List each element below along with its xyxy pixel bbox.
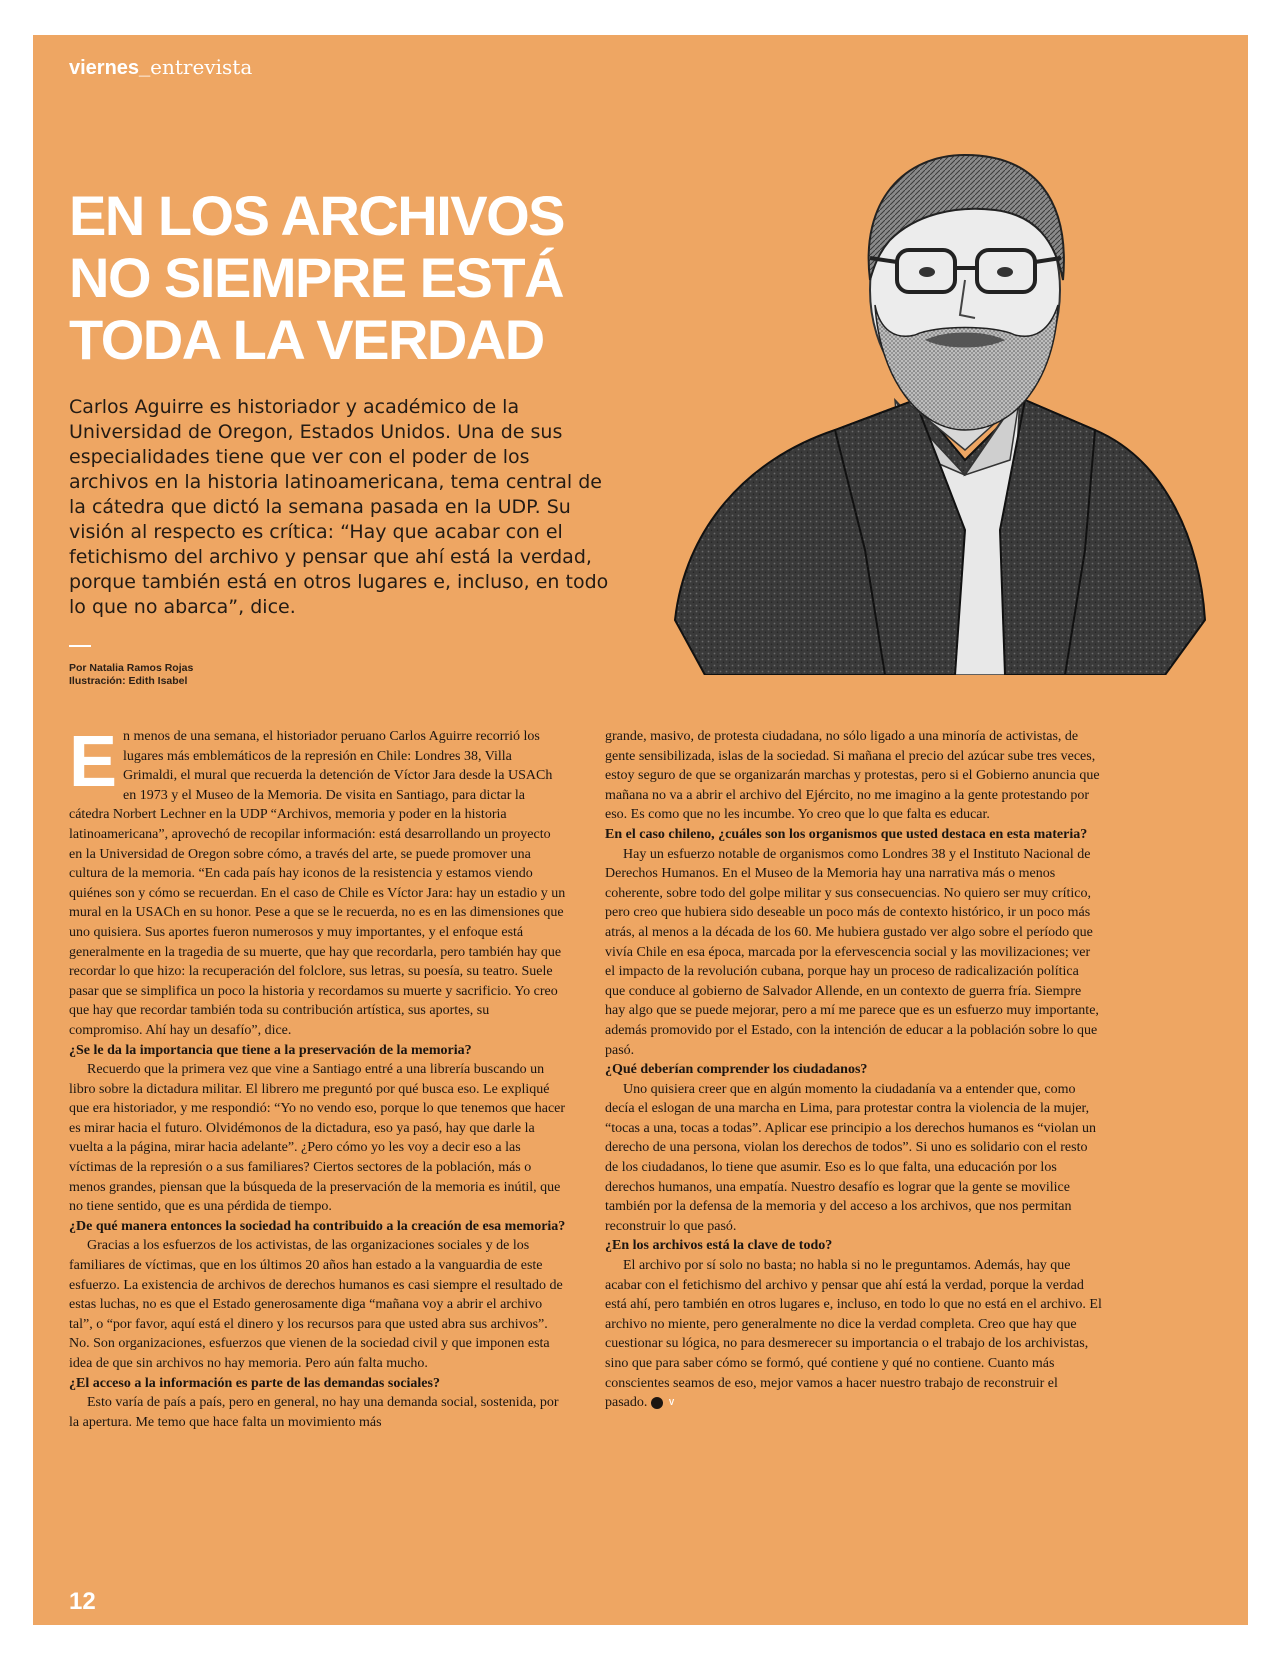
interview-question: ¿Qué deberían comprender los ciudadanos? — [605, 1062, 868, 1078]
article-column-left — [69, 722, 566, 1432]
section-label — [69, 55, 252, 80]
author-credit: Por Natalia Ramos Rojas — [69, 662, 194, 674]
interview-question: ¿En los archivos está la clave de todo? — [605, 1238, 833, 1254]
interview-question: ¿El acceso a la información es parte de las demandas sociales? — [69, 1375, 440, 1391]
headline-line: EN LOS ARCHIVOS — [69, 184, 565, 247]
page-number: 12 — [69, 1588, 96, 1615]
divider — [69, 645, 91, 647]
magazine-page — [33, 35, 1248, 1625]
credits — [69, 662, 193, 688]
illustration-credit: Ilustración: Edith Isabel — [69, 675, 188, 687]
article-paragraph: n menos de una semana, el historiador peruano Carlos Aguirre recorrió los lugares más emblemáticos de la represión en Chile: Londres 38, Villa Grimaldi, el mural que recuerda la detención de Víctor Jara desde la USACh en 1973 y el Museo de la Memoria. De visita en Santiago, para dictar la cátedra Norbert Lechner en la UDP “Archivos, memoria y poder en la historia latinoamericana”, aprovechó de recopilar información: está desarrollando un proyecto en la Universidad de Oregon sobre cómo, a través del arte, se puede promover una cultura de la memoria. “En cada país hay iconos de la resistencia y estamos viendo quiénes son y cómo se recuerdan. En el caso de Chile es Víctor Jara: hay un estadio y un mural en la USACh en su honor. Pese a que se le recuerda, no es en las dimensiones que uno quisiera. Sus aportes fueron numerosos y muy importantes, y el enfoque está generalmente en la tragedia de su muerte, que hay que recordarla, pero también hay que recordar lo que hizo: la recuperación del folclore, sus letras, su poesía, su teatro. Suele pasar que se simplifica un poco la historia y recordamos su muerte y sacrificio. Yo creo que hay que recordar también toda su contribución artística, sus aportes, su compromiso. Ahí hay un desafío”, dice. — [69, 729, 566, 1038]
end-of-article-icon: V — [651, 1397, 663, 1409]
interview-question: En el caso chileno, ¿cuáles son los organismos que usted destaca en esta materia? — [605, 826, 1088, 842]
interview-answer — [605, 1256, 1102, 1413]
portrait-illustration — [665, 130, 1210, 675]
interview-answer: Hay un esfuerzo notable de organismos como Londres 38 y el Instituto Nacional de Derechos Humanos. En el Museo de la Memoria hay una narrativa más o menos coherente, sobre todo del golpe militar y sus consecuencias. No quiero ser muy crítico, pero creo que hubiera sido deseable un poco más de contexto histórico, ir un poco más atrás, al menos a la década de los 60. Me hubiera gustado ver algo sobre el período que vivía Chile en esa época, marcada por la efervescencia social y las movilizaciones; ver el impacto de la revolución cubana, porque hay un proceso de radicalización política que conduce al gobierno de Salvador Allende, en un contexto de guerra fría. Siempre hay algo que se puede mejorar, pero a mí me parece que es un esfuerzo muy importante, además promovido por el Estado, con la intención de educar a la población sobre lo que pasó. — [605, 846, 1099, 1058]
interview-question: ¿Se le da la importancia que tiene a la preservación de la memoria? — [69, 1042, 472, 1058]
interview-answer: Gracias a los esfuerzos de los activistas, de las organizaciones sociales y de los familiares de víctimas, que en los últimos 20 años han estado a la vanguardia de este esfuerzo. La existencia de archivos de derechos humanos es casi siempre el resultado de estas luchas, no es que el Estado generosamente diga “mañana voy a abrir el archivo tal”, o “por favor, aquí está el dinero y los recursos para que usted abra sus archivos”. No. Son organizaciones, esfuerzos que vienen de la sociedad civil y que imponen esta idea de que sin archivos no hay memoria. Pero aún falta mucho. — [69, 1238, 563, 1371]
drop-cap: E — [69, 722, 118, 802]
article-column-right — [605, 727, 1102, 1413]
section-label-bold: viernes_ — [69, 57, 151, 79]
interview-answer: grande, masivo, de protesta ciudadana, no sólo ligado a una minoría de activistas, de gente sensibilizada, islas de la sociedad. Si mañana el precio del azúcar sube tres veces, estoy seguro de que se organizarán marchas y protestas, pero si el Gobierno anuncia que mañana no va a abrir el archivo del Ejército, no me imagino a la gente protestando por eso. Es como que no les incumbe. Yo creo que lo que falta es educar. — [605, 729, 1100, 823]
headline-line: TODA LA VERDAD — [69, 308, 544, 371]
interview-answer: Recuerdo que la primera vez que vine a Santiago entré a una librería buscando un libro sobre la dictadura militar. El librero me preguntó por qué busca eso. Le expliqué que era historiador, y me respondió: “Yo no vendo eso, porque lo que tenemos que hacer es mirar hacia el futuro. Olvidémonos de la dictadura, eso ya pasó, hay que darle la vuelta a la página, mirar hacia adelante”. ¿Pero cómo yo les voy a decir eso a las víctimas de la represión o a sus familiares? Ciertos sectores de la población, más o menos grandes, piensan que la búsqueda de la preservación de la memoria es inútil, que no tiene sentido, que es una pérdida de tiempo. — [69, 1062, 566, 1215]
interview-answer: Esto varía de país a país, pero en general, no hay una demanda social, sostenida, por la apertura. Me temo que hace falta un movimiento más — [69, 1395, 559, 1430]
interview-answer: Uno quisiera creer que en algún momento la ciudadanía va a entender que, como decía el eslogan de una marcha en Lima, para protestar contra la violencia de la mujer, “tocas a una, tocas a todas”. Aplicar ese principio a los derechos humanos es “violan un derecho de una persona, violan los derechos de todos”. Si uno es solidario con el resto de los ciudadanos, lo tiene que asumir. Eso es lo que falta, una educación por los derechos humanos, una empatía. Nuestro desafío es lograr que la gente se movilice también por la defensa de la memoria y del acceso a los archivos, que nos permitan reconstruir lo que pasó. — [605, 1081, 1097, 1234]
headline — [69, 185, 649, 371]
headline-line: NO SIEMPRE ESTÁ — [69, 246, 564, 309]
final-answer-text: El archivo por sí solo no basta; no habla si no le preguntamos. Además, hay que acabar con el fetichismo del archivo y pensar que ahí está la verdad, porque la verdad está ahí, pero también en otros lugares e, incluso, en todo lo que no está en el archivo. El archivo no miente, pero generalmente no dice la verdad completa. Creo que hay que cuestionar su lógica, no para desmerecer su importancia o el trabajo de los archivistas, sino que para saber cómo se formó, qué contiene y qué no contiene. Cuanto más conscientes seamos de eso, mejor vamos a hacer nuestro trabajo de reconstruir el pasado. — [605, 1258, 1102, 1411]
deck-intro: Carlos Aguirre es historiador y académico de la Universidad de Oregon, Estados Unidos. Una de sus especialidades tiene que ver con el poder de los archivos en la historia latinoamericana, tema central de la cátedra que dictó la semana pasada en la UDP. Su visión al respecto es crítica: “Hay que acabar con el fetichismo del archivo y pensar que ahí está la verdad, porque también está en otros lugares e, incluso, en todo lo que no abarca”, dice. — [69, 396, 609, 618]
section-label-light: entrevista — [150, 55, 253, 79]
interview-question: ¿De qué manera entonces la sociedad ha contribuido a la creación de esa memoria? — [69, 1218, 566, 1234]
